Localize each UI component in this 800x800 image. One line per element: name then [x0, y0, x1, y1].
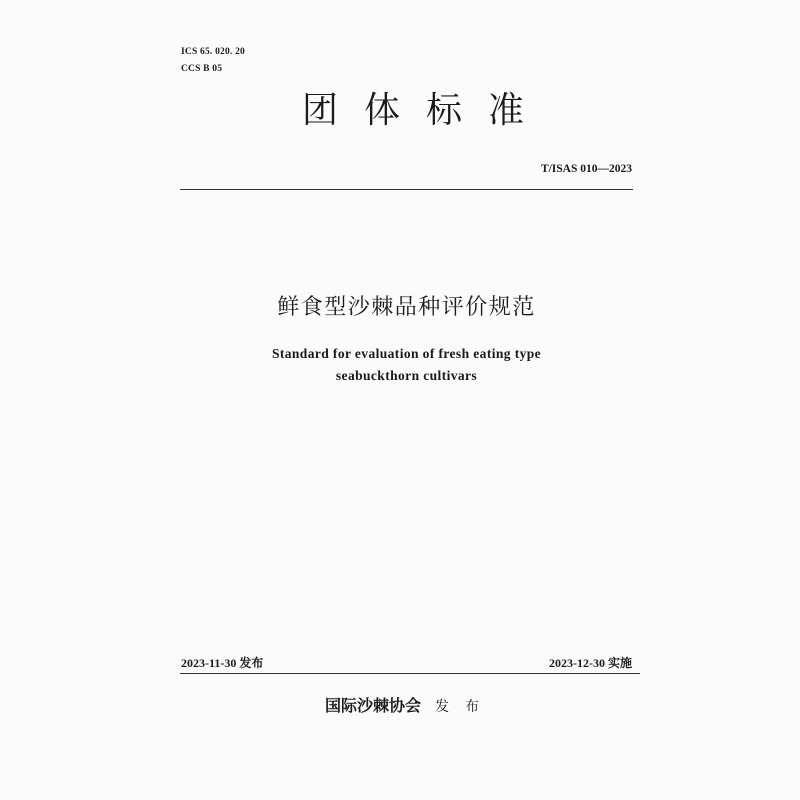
- title-chinese: 鲜食型沙棘品种评价规范: [277, 295, 536, 320]
- implementation-date: 2023-12-30 实施: [549, 656, 632, 670]
- publisher-line: [180, 693, 640, 716]
- title-english: [180, 343, 633, 387]
- publisher-action: 发布: [435, 699, 495, 715]
- standard-number: T/ISAS 010—2023: [540, 163, 632, 175]
- bottom-divider: [180, 673, 640, 674]
- issue-date: 2023-11-30 发布: [181, 656, 264, 670]
- publisher-name: 国际沙棘协会: [324, 698, 421, 715]
- top-divider: [180, 189, 633, 190]
- title-english-line1: Standard for evaluation of fresh eating type: [271, 346, 542, 361]
- classification-codes: [181, 44, 245, 78]
- ics-code: ICS 65. 020. 20: [181, 47, 245, 57]
- title-english-line2: seabuckthorn cultivars: [335, 368, 478, 383]
- ccs-code: CCS B 05: [181, 64, 223, 74]
- standard-type-heading: 团体标准: [301, 90, 550, 131]
